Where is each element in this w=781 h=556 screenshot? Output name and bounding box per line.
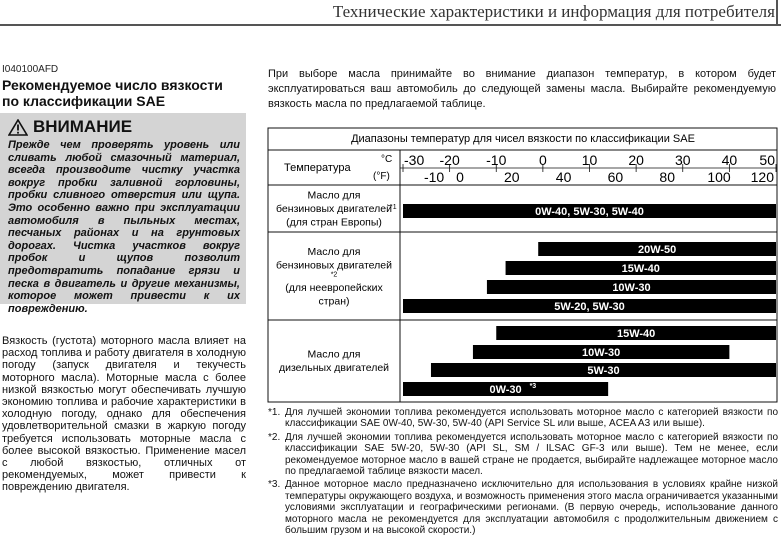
footnote-mark: *1.: [268, 407, 281, 418]
fahrenheit-tick-label: 0: [456, 169, 464, 185]
chart-bars: [403, 204, 776, 396]
group-label-line: (для стран Европы): [286, 216, 382, 229]
fahrenheit-tick-label: -10: [423, 169, 445, 185]
group-label-line: Масло для: [307, 246, 361, 258]
fahrenheit-tick-label: 80: [659, 169, 675, 185]
section-title-line-2: по классификации SAE: [2, 93, 166, 109]
fahrenheit-ticks: [424, 169, 774, 185]
viscosity-bar-mark: *3: [529, 383, 537, 390]
footnote: [268, 407, 778, 430]
intro-paragraph: При выборе масла принимайте во внимание диапазон температур, в котором будет эксплуатироваться ваш автомобиль до следующей замены масла. Выбирайте рекомендуемую вязкость масла по предлагаемой таблице.: [268, 68, 776, 110]
fahrenheit-tick-label: 20: [504, 169, 520, 185]
group-footnote-mark: *1: [390, 203, 397, 211]
celsius-tick-label: -20: [439, 152, 460, 168]
fahrenheit-tick-label: 60: [607, 169, 624, 185]
viscosity-paragraph: Вязкость (густота) моторного масла влияет на расход топлива и работу двигателя в холодную погоду (запуск двигателя и текучесть моторного масла). Моторные масла с более низкой вязкостью могут обеспечивать лучшую экономию топлива и рабочие характеристики в холодную погоду, однако для обеспечения удовлетворительной смазки в жаркую погоду требуется использовать моторные масла с более высокой вязкостью. Применение масел с любой вязкостью, отличных от рекомендуемых, может привести к повреждению двигателя.: [2, 335, 246, 494]
celsius-tick-label: 50: [759, 152, 775, 168]
fahrenheit-tick-label: 120: [750, 169, 774, 185]
celsius-tick-label: 30: [674, 152, 691, 168]
footnote: [268, 432, 778, 478]
viscosity-bar-label: 0W-30: [489, 384, 522, 396]
celsius-tick-label: -10: [486, 152, 507, 168]
group-label-line: Масло для: [307, 348, 361, 361]
section-code: I040100AFD: [2, 64, 59, 75]
viscosity-bar-label: 10W-30: [612, 282, 651, 294]
footnote-text: Данное моторное масло предназначено исключительно для использования в условиях крайне низкой температуры окружающего воздуха, и возможность применения этого масла ограничивается указанными условиями эксплуатации и географическими регионами. (В первую очередь, использование данного моторного масла не рекомендуется для эксплуатации автомобиля с продолжительным движением с большим грузом и на высокой скорости.): [285, 479, 778, 537]
group-label-line: (для неевропейских: [285, 282, 383, 294]
group-label-line: бензиновых двигателей: [276, 259, 392, 272]
viscosity-bar-label: 10W-30: [582, 347, 621, 359]
viscosity-bar-label: 5W-30: [587, 365, 620, 377]
section-title-line-1: Рекомендуемое число вязкости: [2, 77, 223, 93]
footnote-mark: *3.: [268, 479, 281, 491]
group-labels: [276, 189, 397, 374]
footnotes: [268, 407, 778, 538]
viscosity-bar-label: 0W-40, 5W-30, 5W-40: [535, 206, 644, 218]
footnote-text: Для лучшей экономии топлива рекомендуется использовать моторное масло с категорией вязкости по классификации SAE 5W-20, 5W-30 (API SL, SM / ILSAC GF-3 или выше). Тем не менее, если рекомендуемое моторное масло в вашей стране не продается, выбирайте надлежащее моторное масло по предлагаемой таблице вязкости масел.: [285, 431, 778, 478]
celsius-tick-label: 10: [581, 152, 598, 168]
celsius-tick-label: 40: [721, 152, 738, 168]
viscosity-bar-label: 15W-40: [621, 263, 660, 275]
group-label-line: бензиновых двигателей: [276, 202, 392, 215]
fahrenheit-tick-label: 40: [555, 169, 572, 185]
chart-title: Диапазоны температур для чисел вязкости по классификации SAE: [351, 133, 695, 145]
warning-title: ВНИМАНИЕ: [33, 117, 133, 136]
celsius-tick-label: 0: [538, 152, 547, 168]
chart-unit-celsius: °C: [381, 154, 393, 165]
celsius-tick-label: -30: [404, 152, 425, 168]
footnote: [268, 479, 778, 536]
viscosity-bar-label: 15W-40: [616, 328, 656, 340]
page-header-title: Технические характеристики и информация для потребителя: [332, 2, 775, 21]
footnote-text: Для лучшей экономии топлива рекомендуется использовать моторное масло с категорией вязкости по классификации SAE 0W-40, 5W-30, 5W-40 (API Service SL или выше, ACEA A3 или выше).: [285, 407, 778, 430]
warning-text: Прежде чем проверять уровень или сливать любой смазочный материал, всегда производите чистку участка вокруг пробки заливной горловины, пробки сливного отверстия или щупа. Это особенно важно при эксплуатации автомобиля в пыльных местах, песчаных районах и на грунтовых дорогах. Чистка участков вокруг пробок и щупов позволит предотвратить попадание грязи и песка в двигатель и другие механизмы, которое может привести к их повреждению.: [8, 139, 240, 315]
chart-unit-fahrenheit: (°F): [373, 171, 390, 182]
chart-axis-label: Температура: [284, 162, 351, 174]
group-label-line: дизельных двигателей: [278, 362, 390, 374]
footnote-mark: *2.: [268, 431, 281, 443]
group-label-line: Масло для: [307, 189, 361, 202]
viscosity-bar-label: 5W-20, 5W-30: [554, 301, 625, 313]
celsius-tick-label: 20: [628, 152, 644, 168]
group-footnote-mark: *2: [330, 271, 338, 279]
group-label-line: стран): [318, 295, 350, 308]
viscosity-bar-label: 20W-50: [637, 244, 677, 256]
fahrenheit-tick-label: 100: [707, 169, 731, 185]
